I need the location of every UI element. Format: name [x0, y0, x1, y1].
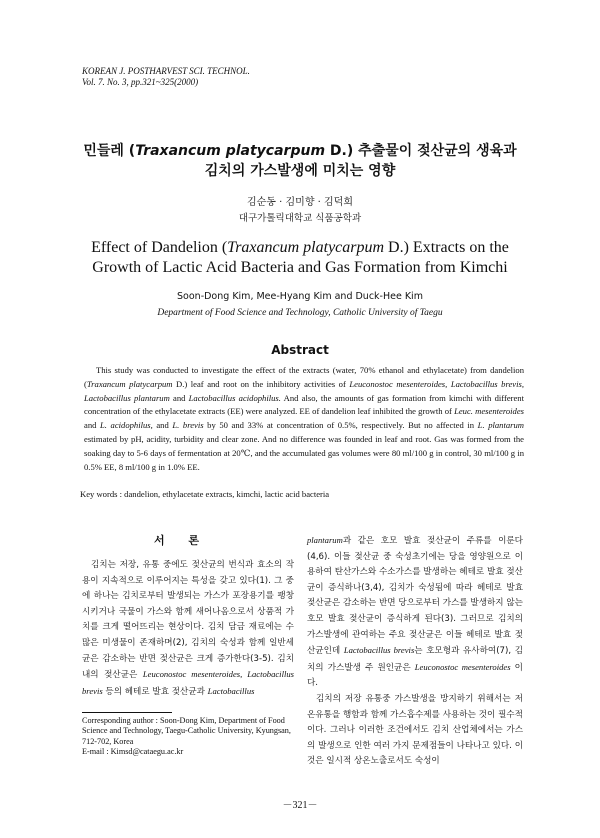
intro-left-column: 김치는 저장, 유통 중에도 젖산균의 번식과 효소의 작용이 지속적으로 이루어지는 특성을 갖고 있다(1). 그 중에 하나는 김치로부터 발생되는 가스가 포장용기를 팽창시키거나 국물이 가스와 함께 새어나옴으로서 상품적 가치를 크게 떨어뜨리는 현상이다. 김치 담금 재료에는 수많은 미생물이 존재하며(2), 김치의 숙성과 함께 일반세균은 감소하는 반면 젖산균은 크게 증가한다(3-5). 김치내의 젖산균은 Leuconostoc mesenteroides, Lactobacillus brevis 등의 헤테로 발효 젖산균과 Lactobacillus [82, 560, 294, 697]
english-title-species: Traxancum platycarpum [227, 239, 385, 256]
korean-title-line1: 민들레 (Traxancum platycarpum D.) 추출물이 젖산균의 생육과 [83, 143, 517, 159]
section-heading-introduction: 서 론 [153, 534, 210, 547]
korean-title-line2: 김치의 가스발생에 미치는 영향 [204, 163, 396, 179]
footnote-author: Corresponding author : Soon-Dong Kim, Department of Food Science and Technology, Taegu-Catholic University, Kyungsan, 712-702, Korea [82, 716, 291, 746]
journal-name: KOREAN J. POSTHARVEST SCI. TECHNOL. [82, 66, 250, 76]
journal-volume: Vol. 7. No. 3, pp.321~325(2000) [82, 77, 199, 87]
english-title-line1: Effect of Dandelion (Traxancum platycarpum D.) Extracts on the [91, 239, 509, 256]
korean-authors: 김순동 · 김미향 · 김덕희 [246, 197, 353, 208]
keywords-label: Key words : [80, 489, 125, 499]
intro-right-column: plantarum과 같은 호모 발효 젖산균이 주류를 이룬다(4,6). 이들 젖산균 중 숙성초기에는 당을 영양원으로 이용하여 탄산가스와 수소가스를 발생하는 헤테로 발효 젖산균이 증식하나(3,4), 김치가 숙성됨에 따라 헤테로 발효 젖산균은 감소하는 반면 당으로부터 가스를 발생하지 않는 호모 발효 젖산균이 증식하게 된다(3). 그러므로 김치의 가스발생에 관여하는 주요 젖산균은 이들 헤테로 발효 젖산균인데 Lactobacillus brevis는 호모형과 유사하여(7), 김치의 가스발생 주 원인균은 Leuconostoc mesenteroides 이다. 김치의 저장 유통중 가스발생을 방지하기 위해서는 저온유통을 행함과 함께 가스흡수제를 사용하는 것이 필수적이다. 그러나 이러한 조건에서도 김치 산업체에서는 가스의 발생으로 인한 여러 가지 문제점들이 나타나고 있다. 이것은 일시적 상온노출로서도 숙성이 [307, 533, 523, 770]
english-title-line2: Growth of Lactic Acid Bacteria and Gas Formation from Kimchi [92, 259, 508, 276]
english-affiliation: Department of Food Science and Technology, Catholic University of Taegu [157, 308, 443, 318]
page-number: －321－ [282, 800, 318, 811]
intro-right-paragraph-2: 김치의 저장 유통중 가스발생을 방지하기 위해서는 저온유통을 행함과 함께 가스흡수제를 사용하는 것이 필수적이다. 그러나 이러한 조건에서도 김치 산업체에서는 가스의 발생으로 인한 여러 가지 문제점들이 나타나고 있다. 이것은 일시적 상온노출로서도 숙성이 [307, 693, 523, 767]
keywords [80, 488, 530, 500]
korean-title-species: Traxancum platycarpum [135, 143, 326, 159]
korean-affiliation: 대구가톨릭대학교 식품공학과 [238, 213, 362, 224]
abstract-heading: Abstract [271, 343, 329, 357]
keywords-text: dandelion, ethylacetate extracts, kimchi, lactic acid bacteria [124, 489, 330, 499]
english-authors: Soon-Dong Kim, Mee-Hyang Kim and Duck-Hee Kim [177, 291, 423, 302]
footnote-divider [82, 712, 172, 713]
abstract-body: This study was conducted to investigate the effect of the extracts (water, 70% ethanol and ethylacetate) from dandelion (Traxancum platycarpum D.) leaf and root on the inhibitory activities of Leuconostoc mesenteroides, Lactobacillus brevis, Lactobacillus plantarum and Lactobacillus acidophilus. And also, the amounts of gas formation from kimchi with different concentration of the ethylacetate extracts (EE) were analyzed. EE of dandelion leaf inhibited the growth of Leuc. mesenteroides and L. acidophilus, and L. brevis by 50 and 33% at concentration of 0.5%, respectively. But no affected in L. plantarum estimated by pH, acidity, turbidity and clear zone. And no difference was founded in leaf and root. Gas was formed from the soaking day to 5-6 days of fermentation at 20℃, and the accumulated gas volumes were 80 ml/100 g in control, 30 ml/100 g in 0.5% EE, 8 ml/100 g in 1.0% EE. [84, 365, 524, 472]
journal-header [82, 66, 250, 88]
footnote-email: E-mail : Kimsd@cataegu.ac.kr [82, 747, 184, 757]
corresponding-author-footnote [82, 716, 294, 758]
